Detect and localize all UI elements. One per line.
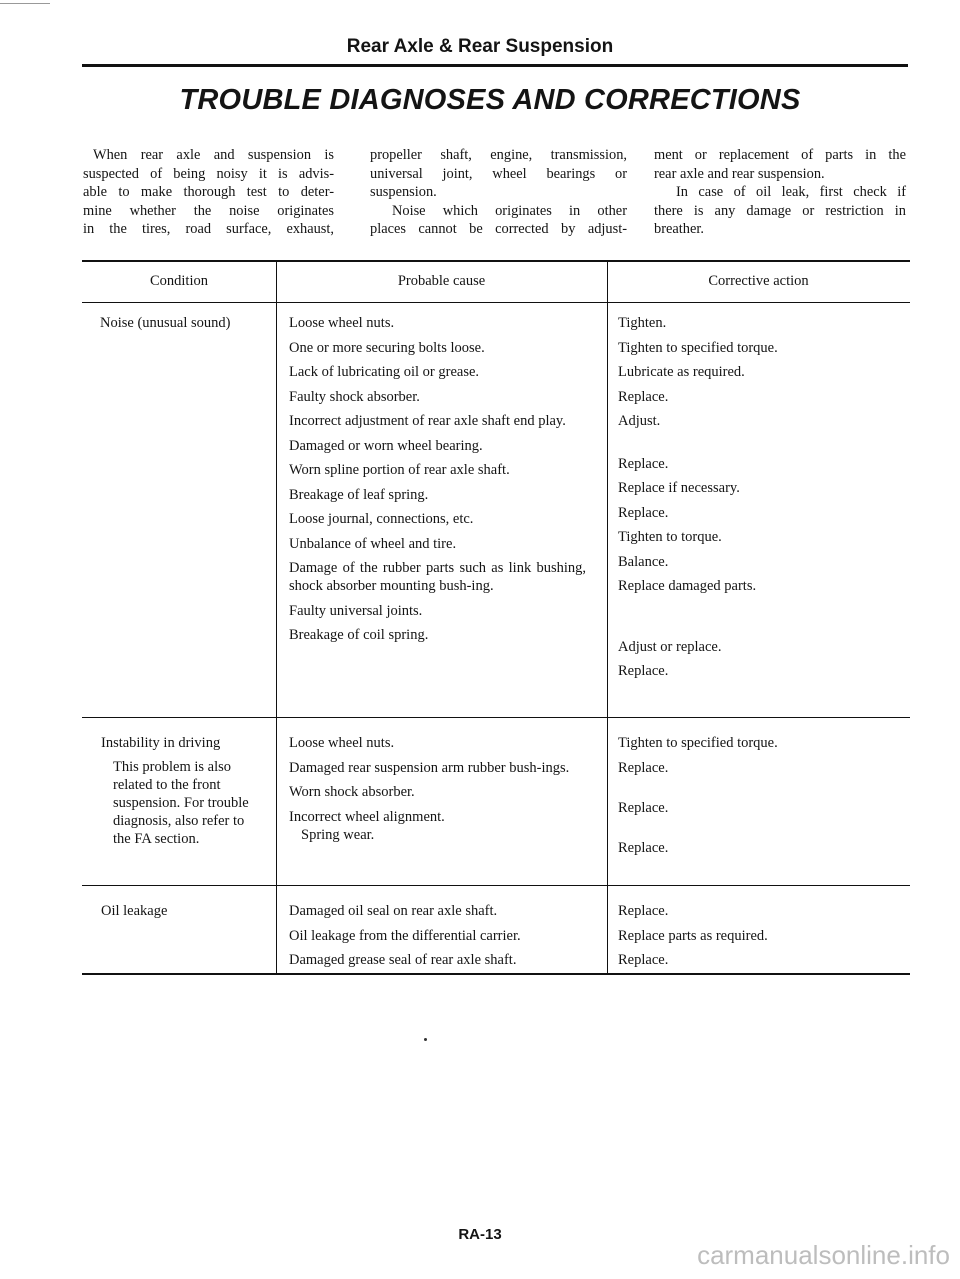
column-divider (276, 261, 277, 975)
action-item: Replace. (618, 504, 669, 521)
cause-item: Loose wheel nuts. (289, 315, 395, 331)
action-item: Adjust. (618, 413, 661, 429)
cause-item: Incorrect adjustment of rear axle shaft end play. (289, 413, 566, 429)
condition-cell (100, 314, 272, 332)
cause-item: Spring wear. (301, 826, 375, 843)
action-item: Replace. (618, 799, 669, 816)
action-cell (618, 314, 903, 687)
column-header-condition: Condition (149, 273, 208, 289)
intro-line: When rear axle and suspension is (93, 147, 334, 163)
action-item: Tighten to specified torque. (618, 339, 778, 356)
cause-item: Damage of the rubber parts such as link bushing, shock absorber mounting bush-ing. (289, 560, 586, 594)
cause-item: Loose wheel nuts. (289, 735, 395, 751)
action-item: Replace. (618, 455, 669, 472)
action-item: Replace. (618, 759, 669, 776)
column-header-action: Corrective action (708, 273, 809, 289)
condition-note-line: the FA section. (113, 831, 200, 847)
cause-cell (289, 734, 586, 850)
condition-label: Noise (unusual sound) (100, 315, 231, 331)
action-item: Lubricate as required. (618, 364, 745, 380)
condition-cell (101, 902, 273, 920)
cause-item: Oil leakage from the differential carrier. (289, 927, 521, 944)
condition-note (101, 758, 273, 848)
action-item: Replace damaged parts. (618, 578, 757, 594)
intro-line: able to make thorough test to deter- (83, 184, 334, 200)
action-item: Replace if necessary. (618, 480, 740, 496)
intro-col-1 (83, 146, 334, 239)
condition-note-line: suspension. For trouble (113, 795, 249, 811)
action-cell (618, 734, 903, 863)
header-rule (82, 64, 908, 67)
intro-col-3 (654, 146, 906, 239)
page-number: RA-13 (458, 1226, 502, 1243)
action-item: Tighten to torque. (618, 529, 722, 545)
cause-item: Breakage of coil spring. (289, 627, 429, 643)
action-item: Tighten. (618, 315, 667, 331)
cause-item: Faulty universal joints. (289, 602, 423, 619)
cause-item: Incorrect wheel alignment. (289, 808, 445, 825)
intro-line: ment or replacement of parts in the (654, 147, 906, 163)
intro-line: places cannot be corrected by adjust- (370, 221, 627, 237)
column-divider (607, 261, 608, 975)
action-item: Replace. (618, 903, 669, 919)
row-divider (82, 717, 910, 718)
action-item: Replace. (618, 388, 669, 405)
condition-note-line: related to the front (113, 777, 221, 793)
condition-label: Instability in driving (101, 735, 221, 751)
condition-note-line: diagnosis, also refer to (113, 813, 245, 829)
cause-item: Breakage of leaf spring. (289, 486, 429, 503)
cause-item: Worn shock absorber. (289, 784, 415, 800)
cause-item: Faulty shock absorber. (289, 388, 420, 405)
cause-item: One or more securing bolts loose. (289, 339, 485, 356)
intro-line: Noise which originates in other (392, 202, 627, 219)
action-item: Replace. (618, 663, 669, 679)
intro-line: In case of oil leak, first check if (676, 184, 906, 200)
cause-item: Damaged rear suspension arm rubber bush-ings. (289, 759, 570, 776)
watermark: carmanualsonline.info (697, 1240, 950, 1270)
cause-item: Loose journal, connections, etc. (289, 511, 474, 527)
print-speck (424, 1038, 427, 1041)
row-divider (82, 885, 910, 886)
intro-line: there is any damage or restriction in (654, 202, 906, 219)
condition-cell (101, 734, 273, 848)
intro-line: propeller shaft, engine, transmission, (370, 147, 627, 163)
action-item: Replace. (618, 952, 669, 968)
cause-item: Worn spline portion of rear axle shaft. (289, 462, 510, 478)
cause-item: Lack of lubricating oil or grease. (289, 364, 480, 380)
table-top-rule (82, 260, 910, 262)
action-item: Replace parts as required. (618, 927, 768, 944)
condition-label: Oil leakage (101, 903, 168, 919)
intro-line: in the tires, road surface, exhaust, (83, 221, 334, 237)
intro-line: rear axle and rear suspension. (654, 165, 825, 182)
action-item: Balance. (618, 553, 669, 570)
intro-line: mine whether the noise originates (83, 202, 334, 219)
cause-item: Damaged grease seal of rear axle shaft. (289, 952, 517, 968)
top-edge-mark (0, 3, 50, 4)
cause-item: Damaged or worn wheel bearing. (289, 437, 483, 454)
action-item: Adjust or replace. (618, 638, 722, 655)
cause-item: Unbalance of wheel and tire. (289, 535, 457, 552)
page-title: TROUBLE DIAGNOSES AND CORRECTIONS (179, 84, 801, 116)
section-header: Rear Axle & Rear Suspension (346, 36, 614, 57)
intro-line: suspected of being noisy it is advis- (83, 165, 334, 182)
cause-cell (289, 902, 586, 976)
cause-item: Damaged oil seal on rear axle shaft. (289, 903, 498, 919)
cause-cell (289, 314, 586, 651)
header-bottom-rule (82, 302, 910, 303)
intro-line: universal joint, wheel bearings or (370, 165, 627, 182)
intro-line: breather. (654, 221, 704, 237)
condition-note-line: This problem is also (113, 759, 232, 775)
action-item: Tighten to specified torque. (618, 735, 778, 751)
action-cell (618, 902, 903, 976)
column-header-cause: Probable cause (397, 273, 486, 289)
intro-line: suspension. (370, 184, 437, 200)
action-item: Replace. (618, 839, 669, 856)
intro-col-2 (370, 146, 627, 239)
